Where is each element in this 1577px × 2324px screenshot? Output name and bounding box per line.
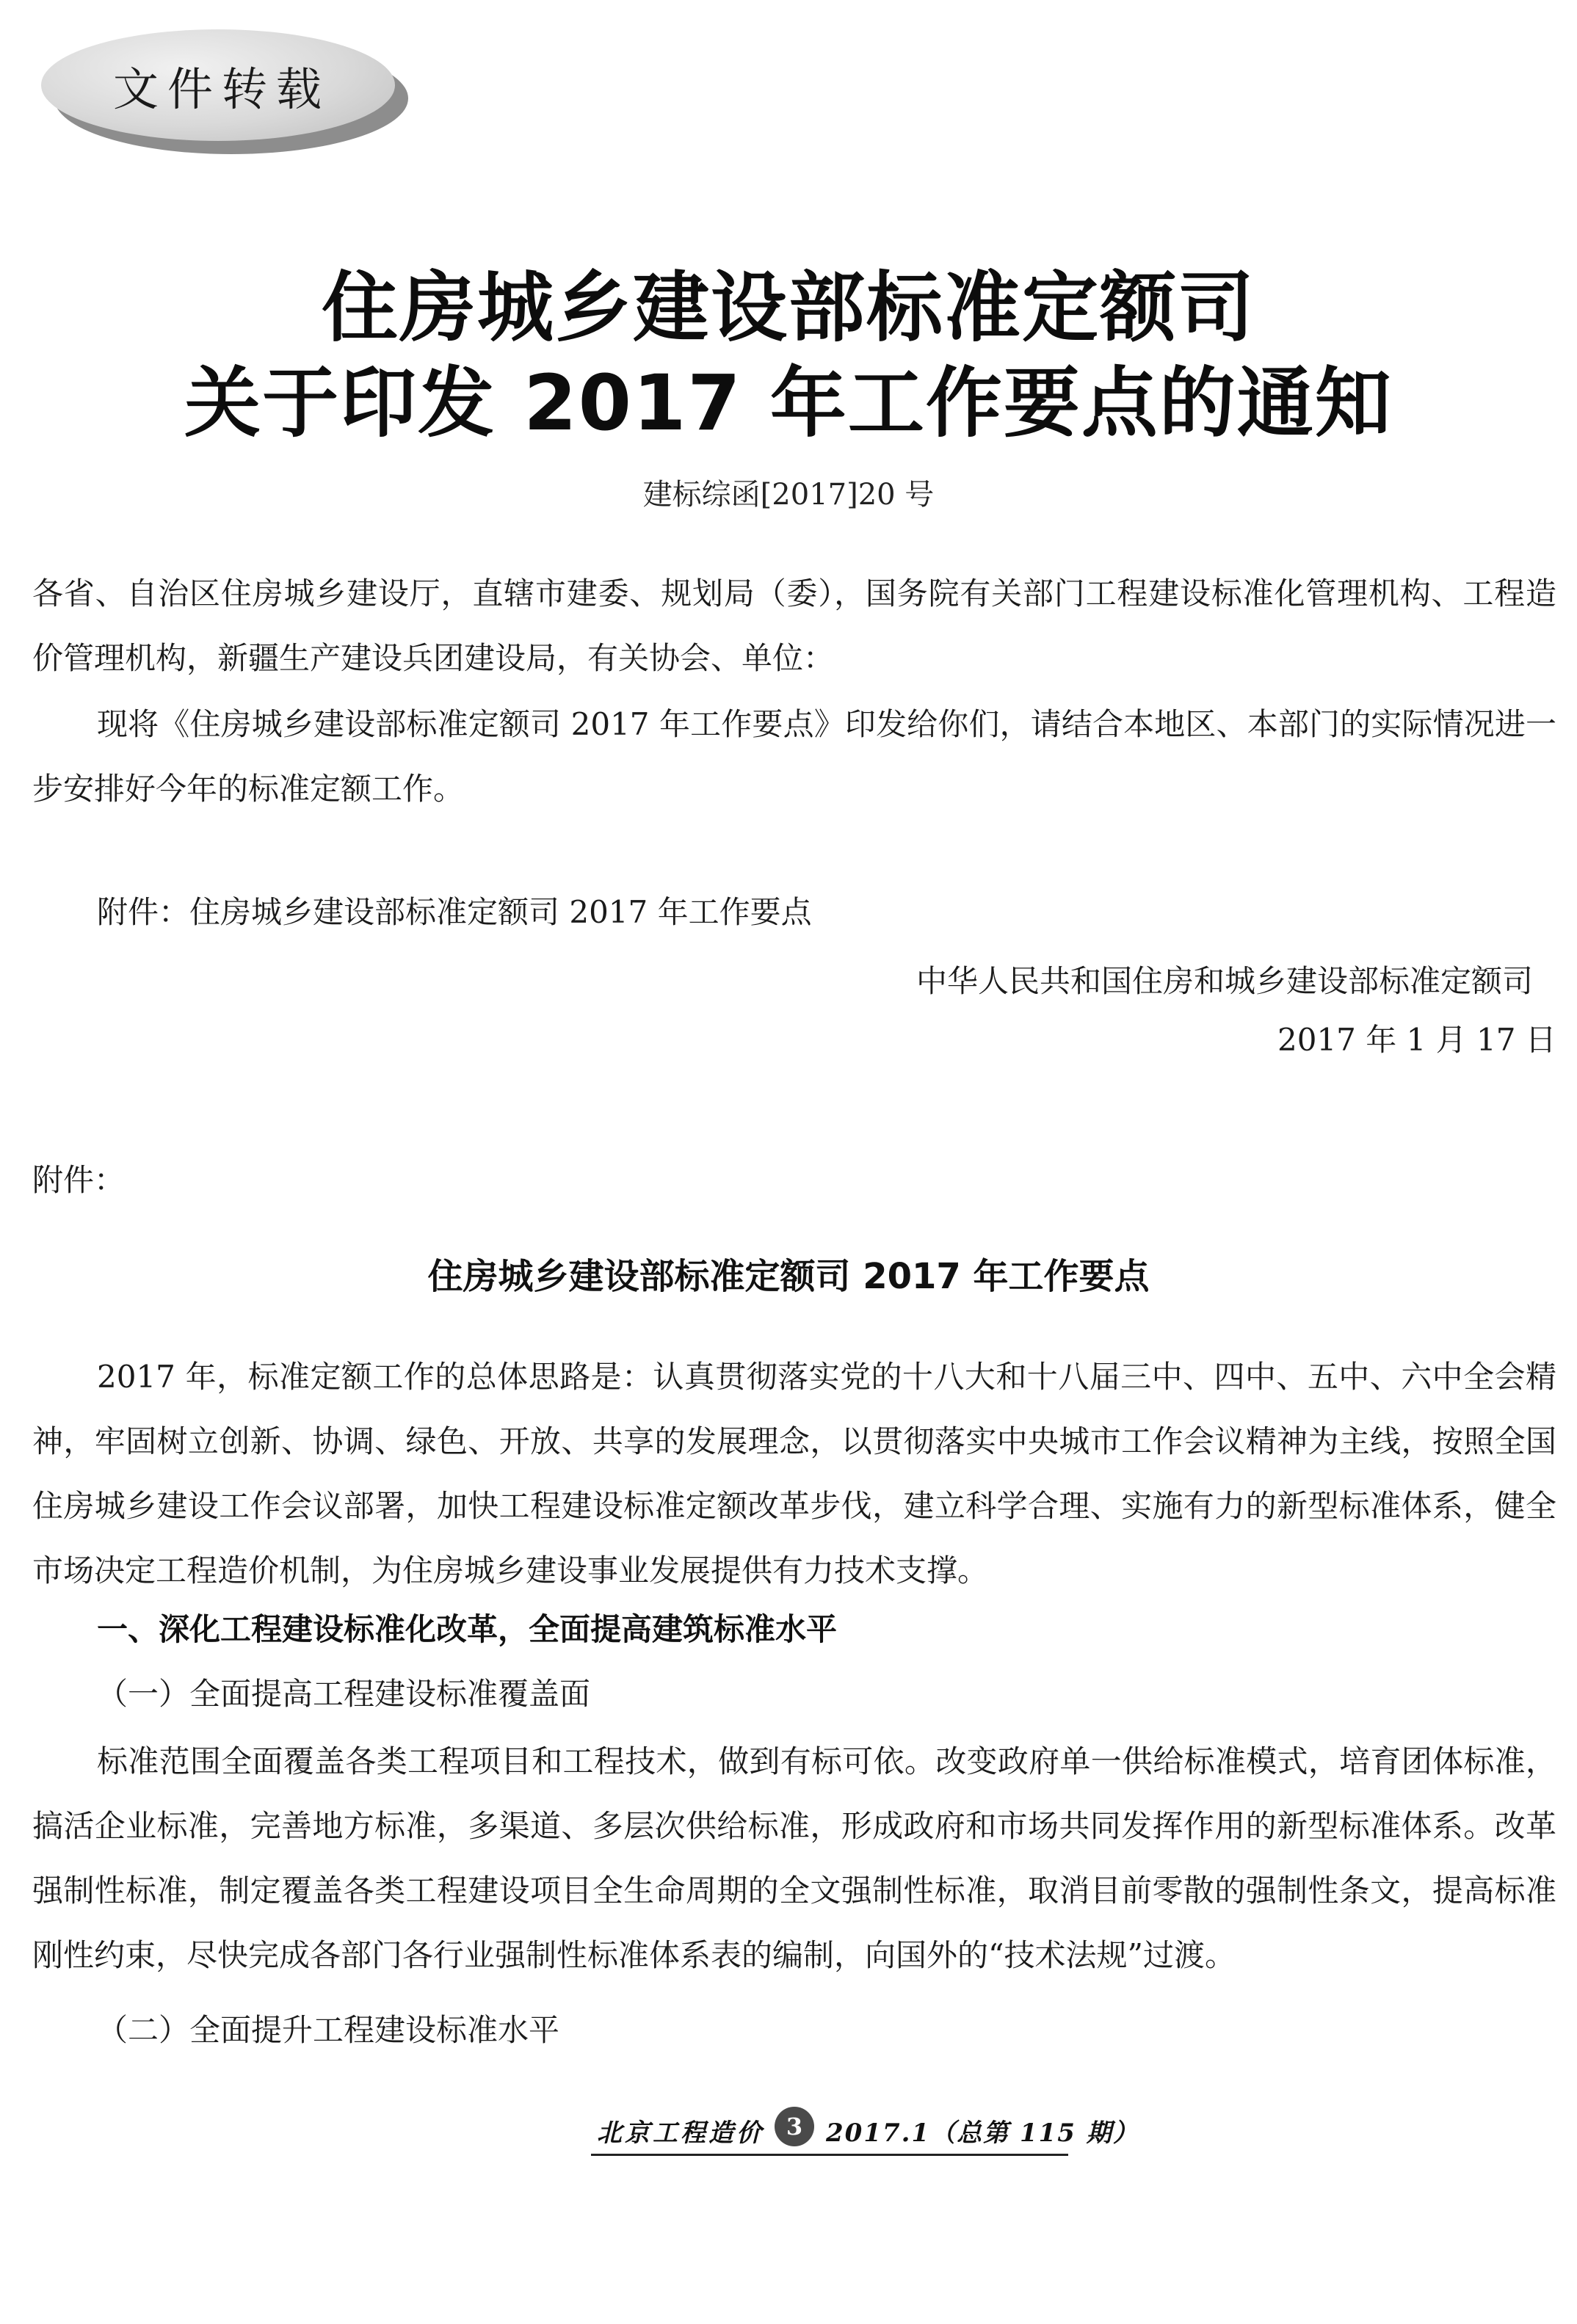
intro-paragraph: 2017 年，标准定额工作的总体思路是：认真贯彻落实党的十八大和十八届三中、四中、五中、六中全会精神，牢固树立创新、协调、绿色、开放、共享的发展理念，以贯彻落实中央城市工作会议精神为主线，按照全国住房城乡建设工作会议部署，加快工程建设标准定额改革步伐，建立科学合理、实施有力的新型标准体系，健全市场决定工程造价机制，为住房城乡建设事业发展提供有力技术支撑。 — [32, 1359, 1556, 1588]
recipients-paragraph: 各省、自治区住房城乡建设厅，直辖市建委、规划局（委），国务院有关部门工程建设标准化管理机构、工程造价管理机构，新疆生产建设兵团建设局，有关协会、单位： — [32, 575, 1556, 676]
subsection-1-paragraph: 标准范围全面覆盖各类工程项目和工程技术，做到有标可依。改变政府单一供给标准模式，培育团体标准，搞活企业标准，完善地方标准，多渠道、多层次供给标准，形成政府和市场共同发挥作用的新型标准体系。改革强制性标准，制定覆盖各类工程建设项目全生命周期的全文强制性标准，取消目前零散的强制性条文，提高标准刚性约束，尽快完成各部门各行业强制性标准体系表的编制，向国外的“技术法规”过渡。 — [32, 1743, 1556, 1973]
notice-paragraph: 现将《住房城乡建设部标准定额司 2017 年工作要点》印发给你们，请结合本地区、本部门的实际情况进一步安排好今年的标准定额工作。 — [32, 706, 1556, 807]
page-footer — [591, 2107, 1139, 2156]
footer-issue: 2017.1（总第 115 期） — [826, 2118, 1139, 2148]
subsection-heading-2: （二）全面提升工程建设标准水平 — [97, 2012, 560, 2048]
footer-publication: 北京工程造价 — [597, 2118, 764, 2148]
document-number: 建标综函[2017]20 号 — [642, 478, 935, 512]
badge-label: 文件转载 — [112, 62, 330, 116]
attachment-label: 附件： — [32, 1162, 126, 1198]
issue-date: 2017 年 1 月 17 日 — [1277, 1022, 1556, 1058]
document-title-line1: 住房城乡建设部标准定额司 — [321, 263, 1255, 352]
section-heading-1: 一、深化工程建设标准化改革，全面提高建筑标准水平 — [97, 1611, 838, 1647]
attachment-reference: 附件：住房城乡建设部标准定额司 2017 年工作要点 — [97, 894, 812, 930]
badge-ellipse — [41, 29, 395, 141]
document-title-line2: 关于印发 2017 年工作要点的通知 — [184, 358, 1393, 448]
section-badge — [41, 29, 408, 154]
issuer-name: 中华人民共和国住房和城乡建设部标准定额司 — [916, 963, 1533, 999]
page-number-badge: 3 — [775, 2107, 814, 2146]
subsection-heading-1: （一）全面提高工程建设标准覆盖面 — [97, 1676, 591, 1712]
attachment-title: 住房城乡建设部标准定额司 2017 年工作要点 — [427, 1256, 1150, 1297]
